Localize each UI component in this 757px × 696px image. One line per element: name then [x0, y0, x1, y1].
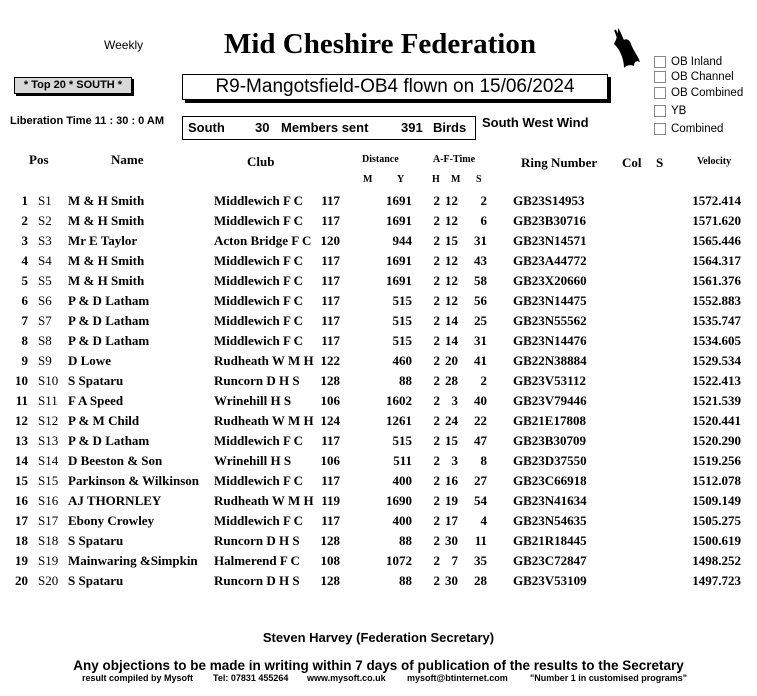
yards-cell: 515	[392, 333, 412, 348]
table-row	[0, 273, 757, 293]
col-velocity: Velocity	[697, 156, 732, 167]
velocity-cell: 1535.747	[692, 313, 741, 328]
yards-cell: 88	[399, 573, 412, 588]
members-label: Members sent	[281, 120, 369, 135]
position-cell: 10	[15, 373, 28, 388]
seconds-cell: 8	[480, 453, 487, 468]
hours-cell: 2	[433, 353, 440, 368]
position-cell: 15	[15, 473, 28, 488]
hours-cell: 2	[433, 333, 440, 348]
name-cell: M & H Smith	[68, 213, 145, 228]
col-name: Name	[111, 152, 144, 167]
section-position-cell: S6	[38, 293, 52, 308]
miles-cell: 124	[320, 413, 340, 428]
seconds-cell: 28	[474, 573, 487, 588]
seconds-cell: 22	[474, 413, 487, 428]
website-link[interactable]: www.mysoft.co.uk	[307, 673, 386, 683]
section-position-cell: S3	[38, 233, 52, 248]
email-link[interactable]: mysoft@btinternet.com	[407, 673, 508, 683]
section-name: South	[188, 120, 225, 135]
velocity-cell: 1571.620	[692, 213, 741, 228]
minutes-cell: 14	[445, 333, 458, 348]
minutes-cell: 14	[445, 313, 458, 328]
checkbox-ob-combined[interactable]	[654, 87, 666, 99]
section-position-cell: S19	[38, 553, 59, 568]
name-cell: AJ THORNLEY	[68, 493, 162, 508]
col-distance: Distance	[362, 154, 399, 165]
section-position-cell: S17	[38, 513, 59, 528]
position-cell: 6	[21, 293, 28, 308]
club-cell: Runcorn D H S	[214, 573, 300, 588]
birds-count: 391	[401, 120, 423, 135]
table-row	[0, 553, 757, 573]
col-miles: M	[363, 174, 373, 185]
name-cell: P & D Latham	[68, 433, 150, 448]
col-colour: Col	[622, 155, 642, 170]
velocity-cell: 1505.275	[692, 513, 741, 528]
yards-cell: 515	[392, 293, 412, 308]
table-row	[0, 393, 757, 413]
seconds-cell: 40	[474, 393, 487, 408]
yards-cell: 1691	[386, 193, 412, 208]
miles-cell: 106	[320, 453, 340, 468]
hours-cell: 2	[433, 453, 440, 468]
section-position-cell: S12	[38, 413, 59, 428]
velocity-cell: 1520.290	[692, 433, 741, 448]
compiled-by: result compiled by Mysoft	[82, 673, 194, 683]
miles-cell: 122	[320, 353, 340, 368]
telephone: Tel: 07831 455264	[213, 673, 289, 683]
yards-cell: 1690	[386, 493, 412, 508]
seconds-cell: 47	[474, 433, 487, 448]
club-cell: Middlewich F C	[214, 253, 304, 268]
table-row	[0, 353, 757, 373]
minutes-cell: 30	[445, 533, 458, 548]
table-row	[0, 513, 757, 533]
section-position-cell: S13	[38, 433, 59, 448]
table-row	[0, 333, 757, 353]
option-label: YB	[671, 104, 687, 117]
miles-cell: 117	[321, 193, 340, 208]
seconds-cell: 4	[480, 513, 487, 528]
yards-cell: 1602	[386, 393, 412, 408]
miles-cell: 117	[321, 473, 340, 488]
miles-cell: 117	[321, 253, 340, 268]
yards-cell: 1072	[386, 553, 412, 568]
name-cell: P & D Latham	[68, 293, 150, 308]
yards-cell: 511	[393, 453, 412, 468]
option-label: OB Combined	[671, 86, 744, 99]
club-cell: Rudheath W M H	[214, 413, 314, 428]
liberation-time: Liberation Time 11 : 30 : 0 AM	[10, 115, 165, 127]
position-cell: 19	[15, 553, 28, 568]
option-yb[interactable]	[654, 103, 686, 118]
hours-cell: 2	[433, 413, 440, 428]
position-cell: 14	[15, 453, 28, 468]
velocity-cell: 1552.883	[692, 293, 741, 308]
club-cell: Wrinehill H S	[214, 393, 292, 408]
seconds-cell: 43	[474, 253, 487, 268]
velocity-cell: 1529.534	[692, 353, 741, 368]
section-position-cell: S1	[38, 193, 52, 208]
ring-number-cell: GB23N14476	[513, 333, 587, 348]
ring-number-cell: GB21E17808	[513, 413, 586, 428]
seconds-cell: 41	[474, 353, 487, 368]
hours-cell: 2	[433, 553, 440, 568]
table-row	[0, 373, 757, 393]
ring-number-cell: GB23V79446	[513, 393, 587, 408]
name-cell: Parkinson & Wilkinson	[68, 473, 200, 488]
velocity-cell: 1498.252	[692, 553, 741, 568]
minutes-cell: 12	[445, 253, 458, 268]
position-cell: 7	[21, 313, 28, 328]
objections-notice: Any objections to be made in writing within 7 days of publication of the results to the Secretary	[73, 658, 684, 673]
table-row	[0, 233, 757, 253]
name-cell: Mr E Taylor	[68, 233, 138, 248]
minutes-cell: 30	[445, 573, 458, 588]
hours-cell: 2	[433, 373, 440, 388]
section-position-cell: S20	[38, 573, 59, 588]
section-position-cell: S5	[38, 273, 52, 288]
wind-direction: South West Wind	[482, 115, 589, 130]
table-row	[0, 433, 757, 453]
velocity-cell: 1497.723	[692, 573, 741, 588]
table-row	[0, 313, 757, 333]
yards-cell: 88	[399, 533, 412, 548]
ring-number-cell: GB23N41634	[513, 493, 587, 508]
table-row	[0, 493, 757, 513]
section-position-cell: S10	[38, 373, 59, 388]
name-cell: P & M Child	[68, 413, 140, 428]
yards-cell: 944	[392, 233, 412, 248]
ring-number-cell: GB23N14571	[513, 233, 587, 248]
velocity-cell: 1572.414	[692, 193, 741, 208]
section-position-cell: S16	[38, 493, 59, 508]
col-aftime: A-F-Time	[433, 154, 476, 165]
hours-cell: 2	[433, 573, 440, 588]
minutes-cell: 12	[445, 193, 458, 208]
yards-cell: 1691	[386, 273, 412, 288]
minutes-cell: 16	[445, 473, 458, 488]
position-cell: 8	[21, 333, 28, 348]
seconds-cell: 31	[474, 233, 487, 248]
ring-number-cell: GB23N14475	[513, 293, 587, 308]
ring-number-cell: GB23V53112	[513, 373, 586, 388]
col-yards: Y	[397, 174, 405, 185]
club-cell: Middlewich F C	[214, 333, 304, 348]
option-combined[interactable]	[654, 121, 723, 136]
minutes-cell: 12	[445, 293, 458, 308]
yards-cell: 400	[392, 473, 412, 488]
minutes-cell: 3	[451, 393, 458, 408]
table-row	[0, 473, 757, 493]
club-cell: Middlewich F C	[214, 313, 304, 328]
seconds-cell: 2	[480, 193, 487, 208]
section-position-cell: S9	[38, 353, 52, 368]
velocity-cell: 1521.539	[692, 393, 741, 408]
seconds-cell: 35	[474, 553, 487, 568]
ring-number-cell: GB22N38884	[513, 353, 587, 368]
position-cell: 2	[21, 213, 28, 228]
yards-cell: 1261	[386, 413, 412, 428]
miles-cell: 128	[320, 573, 340, 588]
hours-cell: 2	[433, 273, 440, 288]
frequency-label: Weekly	[104, 38, 144, 52]
yards-cell: 460	[392, 353, 412, 368]
club-cell: Runcorn D H S	[214, 533, 300, 548]
yards-cell: 400	[392, 513, 412, 528]
velocity-cell: 1500.619	[692, 533, 741, 548]
miles-cell: 117	[321, 213, 340, 228]
club-cell: Wrinehill H S	[214, 453, 292, 468]
page-title: Mid Cheshire Federation	[224, 28, 536, 60]
minutes-cell: 15	[445, 233, 458, 248]
section-position-cell: S18	[38, 533, 59, 548]
col-seconds: S	[476, 174, 482, 185]
name-cell: S Spataru	[68, 373, 124, 388]
pigeon-logo-icon	[612, 26, 642, 70]
club-cell: Middlewich F C	[214, 193, 304, 208]
velocity-cell: 1534.605	[692, 333, 741, 348]
yards-cell: 1691	[386, 253, 412, 268]
col-hours: H	[432, 174, 440, 185]
club-cell: Middlewich F C	[214, 293, 304, 308]
minutes-cell: 28	[445, 373, 458, 388]
table-row	[0, 213, 757, 233]
name-cell: P & D Latham	[68, 313, 150, 328]
hours-cell: 2	[433, 513, 440, 528]
yards-cell: 1691	[386, 213, 412, 228]
ring-number-cell: GB23N54635	[513, 513, 587, 528]
table-row	[0, 573, 757, 593]
ring-number-cell: GB23S14953	[513, 193, 585, 208]
miles-cell: 117	[321, 513, 340, 528]
minutes-cell: 17	[445, 513, 458, 528]
yards-cell: 88	[399, 373, 412, 388]
seconds-cell: 31	[474, 333, 487, 348]
yards-cell: 515	[392, 433, 412, 448]
table-row	[0, 253, 757, 273]
col-minutes: M	[451, 174, 461, 185]
position-cell: 3	[21, 233, 28, 248]
secretary-name: Steven Harvey (Federation Secretary)	[262, 630, 495, 645]
members-count: 30	[255, 120, 270, 135]
checkbox-ob-channel[interactable]	[654, 71, 666, 83]
miles-cell: 117	[321, 293, 340, 308]
birds-label: Birds	[433, 120, 467, 135]
col-ring-number: Ring Number	[521, 155, 598, 170]
slogan: "Number 1 in customised programs"	[530, 673, 688, 683]
minutes-cell: 20	[445, 353, 458, 368]
section-position-cell: S7	[38, 313, 52, 328]
minutes-cell: 7	[451, 553, 458, 568]
section-position-cell: S4	[38, 253, 52, 268]
club-cell: Middlewich F C	[214, 433, 304, 448]
velocity-cell: 1561.376	[692, 273, 741, 288]
checkbox-combined[interactable]	[654, 123, 666, 135]
velocity-cell: 1519.256	[692, 453, 741, 468]
hours-cell: 2	[433, 253, 440, 268]
hours-cell: 2	[433, 393, 440, 408]
hours-cell: 2	[433, 313, 440, 328]
name-cell: M & H Smith	[68, 273, 145, 288]
position-cell: 20	[15, 573, 28, 588]
miles-cell: 117	[321, 433, 340, 448]
col-club: Club	[247, 154, 275, 169]
miles-cell: 119	[321, 493, 340, 508]
club-cell: Middlewich F C	[214, 473, 304, 488]
position-cell: 5	[21, 273, 28, 288]
club-cell: Acton Bridge F C	[214, 233, 312, 248]
section-position-cell: S14	[38, 453, 59, 468]
club-cell: Middlewich F C	[214, 513, 304, 528]
ring-number-cell: GB23D37550	[513, 453, 587, 468]
table-row	[0, 413, 757, 433]
velocity-cell: 1509.149	[692, 493, 741, 508]
ring-number-cell: GB23N55562	[513, 313, 587, 328]
minutes-cell: 3	[451, 453, 458, 468]
section-position-cell: S11	[38, 393, 58, 408]
club-cell: Middlewich F C	[214, 213, 304, 228]
col-sex: S	[656, 155, 664, 170]
name-cell: Ebony Crowley	[68, 513, 155, 528]
miles-cell: 120	[320, 233, 340, 248]
option-ob-channel[interactable]	[654, 69, 734, 84]
club-cell: Halmerend F C	[214, 553, 300, 568]
table-row	[0, 193, 757, 213]
seconds-cell: 58	[474, 273, 487, 288]
position-cell: 17	[15, 513, 28, 528]
miles-cell: 106	[320, 393, 340, 408]
seconds-cell: 6	[480, 213, 487, 228]
name-cell: S Spataru	[68, 533, 124, 548]
minutes-cell: 12	[445, 273, 458, 288]
section-position-cell: S2	[38, 213, 52, 228]
velocity-cell: 1520.441	[692, 413, 741, 428]
club-cell: Rudheath W M H	[214, 353, 314, 368]
seconds-cell: 2	[480, 373, 487, 388]
ring-number-cell: GB23C66918	[513, 473, 587, 488]
miles-cell: 117	[321, 273, 340, 288]
velocity-cell: 1512.078	[692, 473, 741, 488]
velocity-cell: 1565.446	[692, 233, 741, 248]
checkbox-yb[interactable]	[654, 105, 666, 117]
ring-number-cell: GB21R18445	[513, 533, 587, 548]
name-cell: Mainwaring &Simpkin	[68, 553, 198, 568]
ring-number-cell: GB23B30716	[513, 213, 586, 228]
seconds-cell: 11	[474, 533, 487, 548]
ring-number-cell: GB23C72847	[513, 553, 587, 568]
minutes-cell: 24	[445, 413, 458, 428]
section-position-cell: S15	[38, 473, 59, 488]
option-ob-inland[interactable]	[654, 54, 722, 69]
position-cell: 18	[15, 533, 28, 548]
checkbox-ob-inland[interactable]	[654, 56, 666, 68]
hours-cell: 2	[433, 193, 440, 208]
name-cell: D Lowe	[68, 353, 111, 368]
yards-cell: 515	[392, 313, 412, 328]
name-cell: M & H Smith	[68, 253, 145, 268]
option-label: OB Channel	[671, 70, 734, 83]
minutes-cell: 15	[445, 433, 458, 448]
miles-cell: 128	[320, 373, 340, 388]
position-cell: 16	[15, 493, 28, 508]
table-row	[0, 453, 757, 473]
miles-cell: 128	[320, 533, 340, 548]
miles-cell: 117	[321, 333, 340, 348]
seconds-cell: 27	[474, 473, 487, 488]
position-cell: 1	[21, 193, 28, 208]
name-cell: F A Speed	[68, 393, 124, 408]
club-cell: Rudheath W M H	[214, 493, 314, 508]
hours-cell: 2	[433, 533, 440, 548]
section-position-cell: S8	[38, 333, 52, 348]
position-cell: 11	[15, 393, 28, 408]
velocity-cell: 1522.413	[692, 373, 741, 388]
minutes-cell: 19	[445, 493, 458, 508]
name-cell: M & H Smith	[68, 193, 145, 208]
club-cell: Runcorn D H S	[214, 373, 300, 388]
top20-badge: * Top 20 * SOUTH *	[14, 77, 132, 94]
hours-cell: 2	[433, 233, 440, 248]
hours-cell: 2	[433, 213, 440, 228]
option-ob-combined[interactable]	[654, 85, 743, 100]
col-pos: Pos	[29, 152, 49, 167]
name-cell: D Beeston & Son	[68, 453, 163, 468]
ring-number-cell: GB23B30709	[513, 433, 586, 448]
table-row	[0, 293, 757, 313]
hours-cell: 2	[433, 293, 440, 308]
option-label: OB Inland	[671, 55, 723, 68]
miles-cell: 117	[321, 313, 340, 328]
race-title: R9-Mangotsfield-OB4 flown on 15/06/2024	[182, 74, 608, 100]
ring-number-cell: GB23V53109	[513, 573, 587, 588]
velocity-cell: 1564.317	[692, 253, 741, 268]
hours-cell: 2	[433, 493, 440, 508]
position-cell: 13	[15, 433, 28, 448]
table-row	[0, 533, 757, 553]
position-cell: 12	[15, 413, 28, 428]
name-cell: P & D Latham	[68, 333, 150, 348]
position-cell: 4	[21, 253, 28, 268]
seconds-cell: 54	[474, 493, 487, 508]
option-label: Combined	[671, 122, 724, 135]
hours-cell: 2	[433, 433, 440, 448]
name-cell: S Spataru	[68, 573, 124, 588]
seconds-cell: 25	[474, 313, 487, 328]
hours-cell: 2	[433, 473, 440, 488]
position-cell: 9	[21, 353, 28, 368]
seconds-cell: 56	[474, 293, 487, 308]
members-sent-box	[182, 116, 476, 140]
ring-number-cell: GB23X20660	[513, 273, 587, 288]
minutes-cell: 12	[445, 213, 458, 228]
ring-number-cell: GB23A44772	[513, 253, 587, 268]
club-cell: Middlewich F C	[214, 273, 304, 288]
miles-cell: 108	[320, 553, 340, 568]
